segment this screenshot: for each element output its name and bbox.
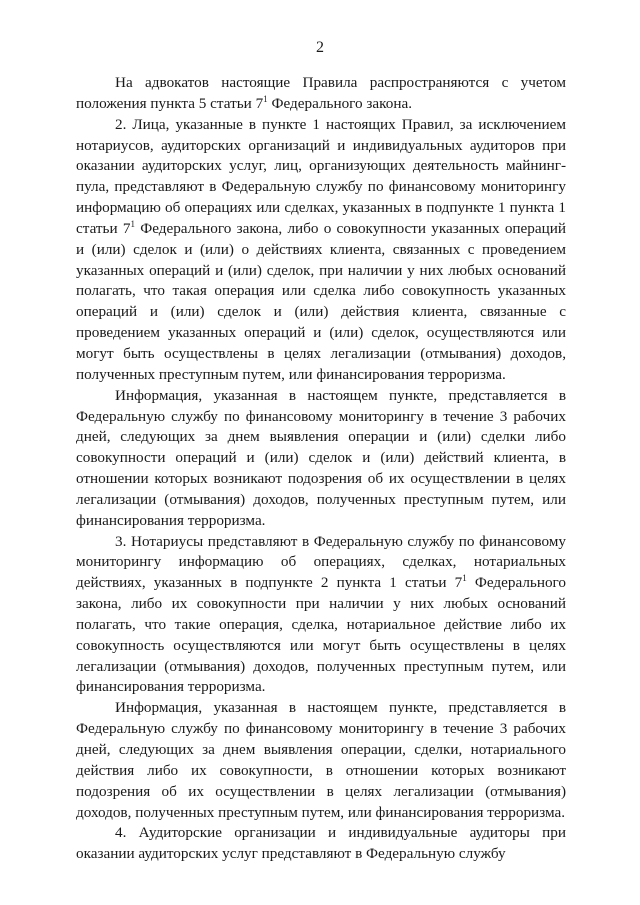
text-segment: 2. Лица, указанные в пункте 1 настоящих Правил, за исключением нотариусов, аудиторских организаций и индивидуальных аудиторов при оказании аудиторских услуг, лиц, организующих деятельность майнинг-пула, представляют в Федеральную службу по финансовому мониторингу информацию об операциях или сделках, указанных в подпункте 1 пункта 1 статьи 7 [76,115,566,237]
text-segment: Федерального закона, либо их совокупности при наличии у них любых оснований полагать, что такие операция, сделка, нотариальное действие либо их совокупность осуществляются или могут быть осуществлены в целях легализации (отмывания) доходов, полученных преступным путем, или финансирования терроризма. [76,574,566,696]
text-segment: 3. Нотариусы представляют в Федеральную службу по финансовому мониторингу информацию об операциях, сделках, нотариальных действиях, указанных в подпункте 2 пункта 1 статьи 7 [76,532,566,592]
text-segment: Информация, указанная в настоящем пункте, представляется в Федеральную службу по финансовому мониторингу в течение 3 рабочих дней, следующих за днем выявления операции, сделки, нотариального действия либо их совокупности, в отношении которых возникают подозрения об их осуществлении в целях легализации (отмывания) доходов, полученных преступным путем, или финансирования терроризма. [76,699,566,821]
paragraph [76,698,566,823]
document-body [76,73,566,865]
text-segment: 4. Аудиторские организации и индивидуальные аудиторы при оказании аудиторских услуг представляют в Федеральную службу [76,824,566,863]
paragraph [76,115,566,386]
paragraph [76,386,566,532]
text-segment: Федерального закона. [267,94,413,112]
superscript: 1 [130,218,135,229]
text-segment: Информация, указанная в настоящем пункте, представляется в Федеральную службу по финансовому мониторингу в течение 3 рабочих дней, следующих за днем выявления операции и (или) сделки либо совокупности операций и (или) сделок и (или) действий клиента, в отношении которых возникают подозрения об их осуществлении в целях легализации (отмывания) доходов, полученных преступным путем, или финансирования терроризма. [76,386,566,529]
paragraph [76,823,566,865]
superscript: 1 [462,573,467,584]
page-number: 2 [316,39,324,56]
superscript: 1 [263,93,268,104]
paragraph [76,73,566,115]
text-segment: Федерального закона, либо о совокупности указанных операций и (или) сделок и (или) о действиях клиента, связанных с проведением указанных операций и (или) сделок, при наличии у них любых оснований полагать, что такая операция или сделка либо совокупность указанных операций и (или) сделок и (или) действия клиента, связанные с проведением указанных операций и (или) сделок, осуществляются или могут быть осуществлены в целях легализации (отмывания) доходов, полученных преступным путем, или финансирования терроризма. [76,219,566,383]
text-segment: На адвокатов настоящие Правила распространяются с учетом положения пункта 5 статьи 7 [76,74,566,112]
paragraph [76,532,566,699]
